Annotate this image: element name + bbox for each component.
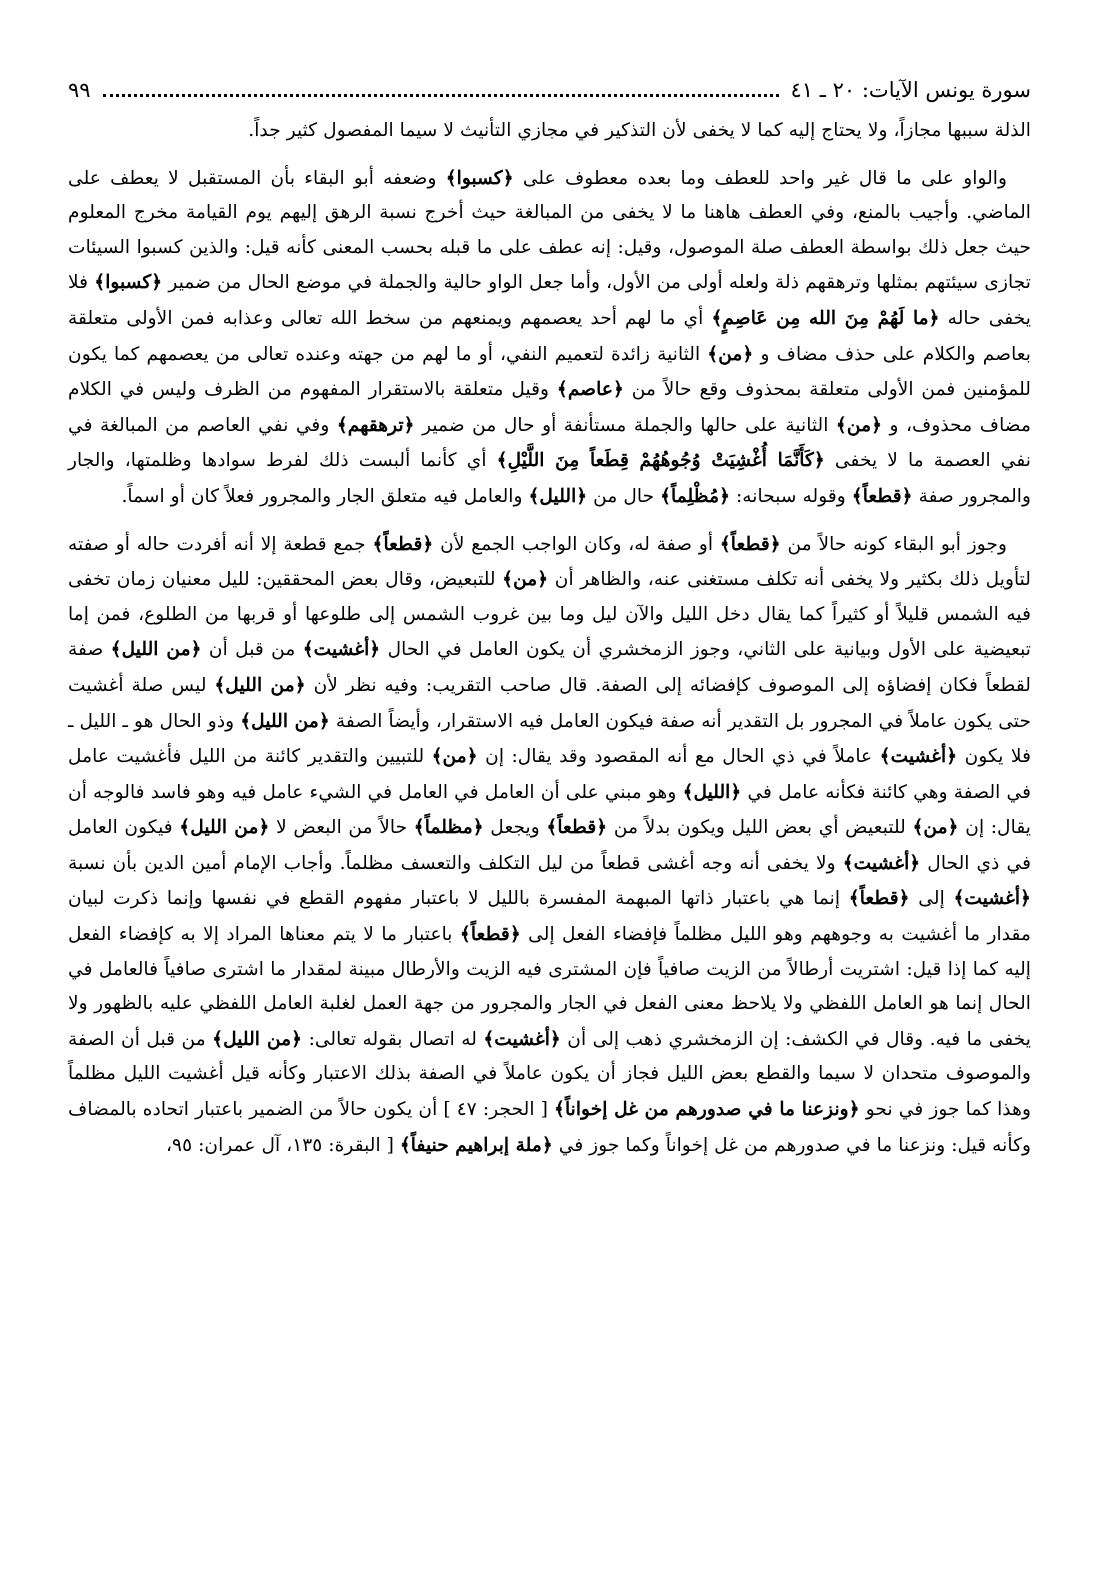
quran-quote: ﴿عاصم﴾ [556, 378, 624, 401]
quran-quote: ﴿الليل﴾ [528, 484, 588, 507]
quran-quote: ﴿من الليل﴾ [179, 816, 270, 839]
quran-quote: ﴿قطعاً﴾ [546, 816, 608, 839]
quran-quote: ﴿ترهقهم﴾ [336, 413, 415, 436]
quran-quote: ﴿من الليل﴾ [240, 709, 330, 732]
quran-quote: ﴿أغشيت﴾ [953, 887, 1031, 910]
quran-quote: ﴿كسبوا﴾ [445, 166, 514, 189]
paragraph-1: الذلة سببها مجازاً، ولا يحتاج إليه كما لا يخفى لأن التذكير في مجازي التأنيث لا سيما المفصول كثير جداً. [248, 120, 1031, 141]
paragraph-2: والواو على ما قال غير واحد للعطف وما بعده معطوف على ﴿كسبوا﴾ وضعفه أبو البقاء بأن المستقبل لا يعطف على الماضي. وأجيب بالمنع، وفي العطف هاهنا ما لا يخفى من المبالغة حيث أخرج نسبة الرهق إليهم يوم القيامة مخرج المعلوم حيث جعل ذلك بواسطة العطف صلة الموصول، وقيل: إنه عطف على ما قبله بحسب المعنى كأنه قيل: والذين كسبوا السيئات تجازى سيئتهم بمثلها وترهقهم ذلة ولعله أولى من الأول، وأما جعل الواو حالية والجملة في موضع الحال من ضمير ﴿كسبوا﴾ فلا يخفى حاله ﴿ما لَهُمْ مِنَ الله مِن عَاصِمٍ﴾ أي ما لهم أحد يعصمهم ويمنعهم من سخط الله تعالى وعذابه فمن الأولى متعلقة بعاصم والكلام على حذف مضاف و ﴿من﴾ الثانية زائدة لتعميم النفي، أو ما لهم من جهته وعنده تعالى من يعصمهم كما يكون للمؤمنين فمن الأولى متعلقة بمحذوف وقع حالاً من ﴿عاصم﴾ وقيل متعلقة بالاستقرار المفهوم من الظرف وليس في الكلام مضاف محذوف، و ﴿من﴾ الثانية على حالها والجملة مستأنفة أو حال من ضمير ﴿ترهقهم﴾ وفي نفي العاصم من المبالغة في نفي العصمة ما لا يخفى ﴿كَأَنَّمَا أُغْشِيَتْ وُجُوهُهُمْ قِطَعاً مِنَ اللَّيْلِ﴾ أي كأنما ألبست ذلك لفرط سوادها وظلمتها، والجار والمجرور صفة ﴿قطعاً﴾ وقوله سبحانه: ﴿مُظْلِماً﴾ حال من ﴿الليل﴾ والعامل فيه متعلق الجار والمجرور فعلاً كان أو اسماً. [68, 166, 1031, 507]
quran-quote: ﴿أغشيت﴾ [483, 1027, 561, 1050]
quran-quote: ﴿قطعاً﴾ [848, 887, 910, 910]
quran-quote: ﴿من﴾ [707, 342, 754, 365]
quran-quote: ﴿من﴾ [912, 816, 959, 839]
quran-quote: ﴿مظلماً﴾ [413, 816, 484, 839]
quran-quote: ﴿قطعاً﴾ [719, 532, 781, 555]
quran-quote: ﴿قطعاً﴾ [851, 484, 913, 507]
quran-quote: ﴿الليل﴾ [682, 780, 742, 803]
quran-quote: ﴿من﴾ [502, 568, 549, 591]
quran-quote: ﴿كَأَنَّمَا أُغْشِيَتْ وُجُوهُهُمْ قِطَعاً مِنَ اللَّيْلِ﴾ [496, 449, 825, 472]
header-dot-leader [103, 84, 779, 97]
header-title: سورة يونس الآيات: ٢٠ ـ ٤١ [790, 78, 1031, 102]
quran-quote: ﴿ملة إبراهيم حنيفاً﴾ [399, 1133, 553, 1156]
quran-quote: ﴿قطعاً﴾ [459, 923, 521, 946]
quran-quote: ﴿مُظْلِماً﴾ [660, 484, 731, 507]
quran-quote: ﴿أغشيت﴾ [302, 638, 381, 661]
quran-quote: ﴿ما لَهُمْ مِنَ الله مِن عَاصِمٍ﴾ [711, 306, 940, 329]
quran-quote: ﴿من الليل﴾ [110, 638, 202, 661]
quran-quote: ﴿من﴾ [835, 413, 883, 436]
paragraph-3: وجوز أبو البقاء كونه حالاً من ﴿قطعاً﴾ أو صفة له، وكان الواجب الجمع لأن ﴿قطعاً﴾ جمع قطعة إلا أنه أفردت حاله أو صفته لتأويل ذلك بكثير ولا يخفى أنه تكلف مستغنى عنه، والظاهر أن ﴿من﴾ للتبعيض، وقال بعض المحققين: لليل معنيان زمان تخفى فيه الشمس قليلاً أو كثيراً كما يقال دخل الليل والآن ليل وما بين غروب الشمس إلى طلوعها أو قربها من الطلوع، فمن إما تبعيضية على الأول وبيانية على الثاني، وجوز الزمخشري أن يكون العامل في الحال ﴿أغشيت﴾ من قبل أن ﴿من الليل﴾ صفة لقطعاً فكان إفضاؤه إلى الموصوف كإفضائه إلى الصفة. قال صاحب التقريب: وفيه نظر لأن ﴿من الليل﴾ ليس صلة أغشيت حتى يكون عاملاً في المجرور بل التقدير أنه صفة فيكون العامل فيه الاستقرار، وأيضاً الصفة ﴿من الليل﴾ وذو الحال هو ـ الليل ـ فلا يكون ﴿أغشيت﴾ عاملاً في ذي الحال مع أنه المقصود وقد يقال: إن ﴿من﴾ للتبيين والتقدير كائنة من الليل فأغشيت عامل في الصفة وهي كائنة فكأنه عامل في ﴿الليل﴾ وهو مبني على أن العامل في العامل في الشيء عامل فيه وهو فاسد فالوجه أن يقال: إن ﴿من﴾ للتبعيض أي بعض الليل ويكون بدلاً من ﴿قطعاً﴾ ويجعل ﴿مظلماً﴾ حالاً من البعض لا ﴿من الليل﴾ فيكون العامل في ذي الحال ﴿أغشيت﴾ ولا يخفى أنه وجه أغشى قطعاً من ليل التكلف والتعسف مظلماً. وأجاب الإمام أمين الدين بأن نسبة ﴿أغشيت﴾ إلى ﴿قطعاً﴾ إنما هي باعتبار ذاتها المبهمة المفسرة بالليل لا باعتبار مفهوم القطع في نفسها وإنما ذكرت لبيان مقدار ما أغشيت به وجوههم وهو الليل مظلماً فإفضاء الفعل إلى ﴿قطعاً﴾ باعتبار ما لا يتم معناها المراد إلا به كإفضاء الفعل إليه كما إذا قيل: اشتريت أرطالاً من الزيت صافياً فإن المشترى فيه الزيت والأرطال مبينة لمقدار ما اشترى صافياً فالعامل في الحال إنما هو العامل اللفظي ولا يلاحظ معنى الفعل في الجار والمجرور من جهة العمل لغلبة العامل اللفظي عليه بالظهور ولا يخفى ما فيه. وقال في الكشف: إن الزمخشري ذهب إلى أن ﴿أغشيت﴾ له اتصال بقوله تعالى: ﴿من الليل﴾ من قبل أن الصفة والموصوف متحدان لا سيما والقطع بعض الليل فجاز أن يكون عاملاً في الصفة بذلك الاعتبار وكأنه قيل أغشيت الليل مظلماً وهذا كما جوز في نحو ﴿ونزعنا ما في صدورهم من غل إخواناً﴾ [ الحجر: ٤٧ ] أن يكون حالاً من الضمير باعتبار اتحاده بالمضاف وكأنه قيل: ونزعنا ما في صدورهم من غل إخواناً وكما جوز في ﴿ملة إبراهيم حنيفاً﴾ [ البقرة: ١٣٥، آل عمران: ٩٥، [68, 532, 1032, 1156]
quran-quote: ﴿من الليل﴾ [214, 673, 306, 696]
quran-quote: ﴿أغشيت﴾ [879, 745, 958, 768]
quran-quote: ﴿من﴾ [431, 745, 478, 768]
page-number: ٩٩ [68, 78, 91, 102]
quran-quote: ﴿أغشيت﴾ [842, 851, 921, 874]
quran-quote: ﴿من الليل﴾ [212, 1027, 303, 1050]
quran-quote: ﴿ونزعنا ما في صدورهم من غل إخواناً﴾ [554, 1098, 860, 1121]
quran-quote: ﴿قطعاً﴾ [372, 532, 434, 555]
running-header [68, 74, 1031, 106]
quran-quote: ﴿كسبوا﴾ [94, 271, 163, 294]
